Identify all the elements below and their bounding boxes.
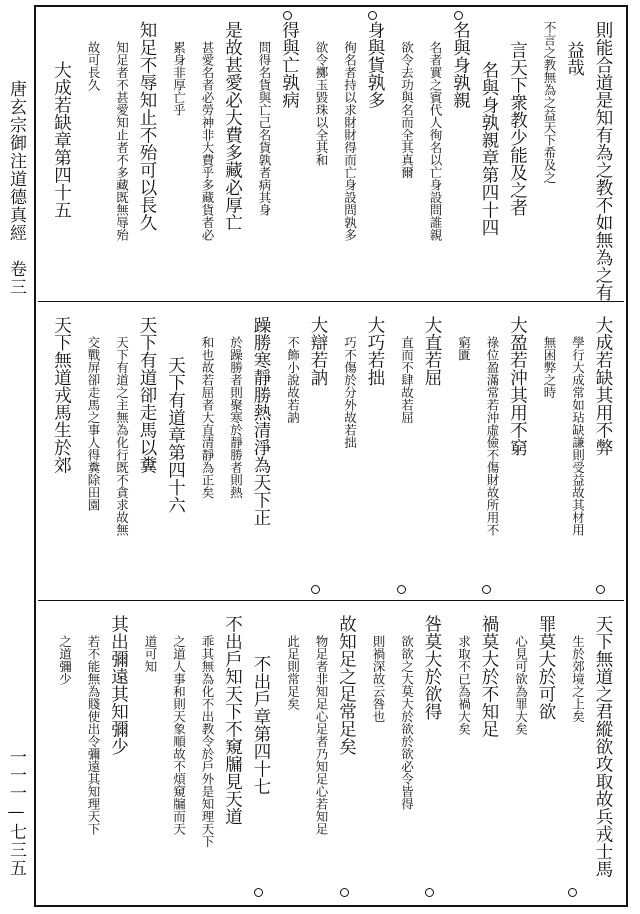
section-marker-circle xyxy=(454,11,463,20)
section-marker-circle xyxy=(311,585,320,594)
text-column: 欲令擲玉毀珠以全其和 xyxy=(314,41,329,166)
section-marker-circle xyxy=(425,888,434,897)
section-marker-circle xyxy=(368,11,377,20)
text-column: 乖其無為化不出教令於戶外是知理天下 xyxy=(200,635,215,848)
book-title-margin: 唐玄宗御注道德真經 卷三 xyxy=(6,80,26,296)
text-column: 生於郊境之上矣 xyxy=(570,635,586,723)
text-column: 躁勝寒靜勝熱清淨為天下正 xyxy=(251,316,271,526)
text-column: 欲欲之大莫大於欲於欲必令皆得 xyxy=(399,635,415,810)
text-column: 徇名者持以求財財得而亡身設問孰多 xyxy=(342,41,358,241)
text-column: 窮匱 xyxy=(456,336,472,361)
text-column: 若不能無為賤使出令彌遠其知理天下 xyxy=(86,635,101,835)
text-column: 欲令去功與名而全其真爾 xyxy=(399,41,415,179)
text-column: 道可知 xyxy=(143,635,158,673)
text-column: 求取不已為禍大矣 xyxy=(456,635,472,735)
text-column: 大成若缺章第四十五 xyxy=(51,61,72,219)
text-panel xyxy=(38,9,624,302)
text-column: 大成若缺其用不弊 xyxy=(593,316,613,456)
text-column: 大直若屈 xyxy=(422,316,442,386)
text-panel xyxy=(38,603,624,903)
text-column: 祿位盈滿常若沖虛儉不傷財故所用不 xyxy=(485,336,500,536)
text-column: 累身非厚亡乎 xyxy=(171,41,187,116)
text-column: 得與亡孰病 xyxy=(279,21,300,109)
section-marker-circle xyxy=(596,585,605,594)
text-column: 故可長久 xyxy=(86,41,101,91)
text-column: 甚愛名者必勞神非大費乎多藏貨者必 xyxy=(200,41,215,241)
text-column: 禍莫大於不知足 xyxy=(479,615,499,738)
text-column: 大巧若拙 xyxy=(365,316,385,386)
text-column: 巧不傷於分外故若拙 xyxy=(342,336,358,449)
text-panel xyxy=(38,304,624,601)
text-column: 不言之教無為之益天下希及之 xyxy=(542,21,557,184)
text-column: 之道人事和則天象順故不煩窺牖而天 xyxy=(171,635,187,835)
text-column: 問得名貨與亡己名貨孰者病其身 xyxy=(257,41,272,216)
text-column: 其出彌遠其知彌少 xyxy=(108,615,129,755)
text-column: 於躁勝者則聚寒於靜勝者則熱 xyxy=(228,336,244,499)
text-column: 此足則常足矣 xyxy=(285,635,301,710)
text-column: 不飾小說故若訥 xyxy=(285,336,301,424)
text-column: 交戰屏卻走馬之事人得糞除田園 xyxy=(86,336,101,511)
text-column: 益哉 xyxy=(564,41,585,76)
text-column: 之道彌少 xyxy=(57,635,73,685)
text-column: 名者實之賓代人徇名以亡身設問誰親 xyxy=(428,41,443,241)
text-column: 天下有道卻走馬以糞 xyxy=(137,316,157,474)
text-column: 大盈若沖其用不窮 xyxy=(507,316,528,456)
section-marker-circle xyxy=(482,585,491,594)
text-column: 名與身孰親章第四十四 xyxy=(479,61,499,236)
section-marker-circle xyxy=(397,585,406,594)
text-column: 天下有道章第四十六 xyxy=(165,356,186,514)
text-column: 是故甚愛必大費多藏必厚亡 xyxy=(222,21,243,231)
section-marker-circle xyxy=(568,888,577,897)
text-column: 天下無道之君縱欲攻取故兵戎士馬 xyxy=(593,615,613,878)
page-number-margin: 一一一—七三五 xyxy=(6,748,26,877)
text-column: 言天下衆教少能及之者 xyxy=(507,41,528,216)
text-column: 不出戶章第四十七 xyxy=(251,655,271,795)
text-column: 心見可欲為罪大矣 xyxy=(513,635,529,735)
text-column: 不出戶知天下不窺牖見天道 xyxy=(222,615,243,825)
text-column: 直而不肆故若屈 xyxy=(399,336,415,424)
text-column: 物足者非知足心足者乃知足心若知足 xyxy=(314,635,329,835)
text-column: 和也故若屈者大直清靜為正矣 xyxy=(200,336,215,499)
text-column: 知足者不甚愛知止者不多藏既無辱殆 xyxy=(114,41,130,241)
text-column: 咎莫大於欲得 xyxy=(422,615,442,720)
text-column: 知足不辱知止不殆可以長久 xyxy=(137,21,157,231)
text-column: 罪莫大於可欲 xyxy=(536,615,556,720)
text-column: 學行大成常如玷缺謙則受益故其材用 xyxy=(570,336,586,536)
text-column: 故知足之足常足矣 xyxy=(336,615,357,755)
text-column: 名與身孰親 xyxy=(450,21,471,109)
text-column: 無困弊之時 xyxy=(542,336,557,399)
text-frame xyxy=(34,5,628,907)
text-column: 則禍深故云咎也 xyxy=(371,635,386,723)
section-marker-circle xyxy=(254,888,263,897)
text-column: 天下無道戎馬生於郊 xyxy=(51,316,72,474)
section-marker-circle xyxy=(340,888,349,897)
text-column: 大辯若訥 xyxy=(308,316,328,386)
text-column: 身與貨孰多 xyxy=(365,21,385,109)
text-column: 天下有道之主無為化行既不貪求故無 xyxy=(114,336,130,536)
section-marker-circle xyxy=(283,11,292,20)
text-column: 則能合道是知有為之教不如無為之有 xyxy=(593,21,613,301)
